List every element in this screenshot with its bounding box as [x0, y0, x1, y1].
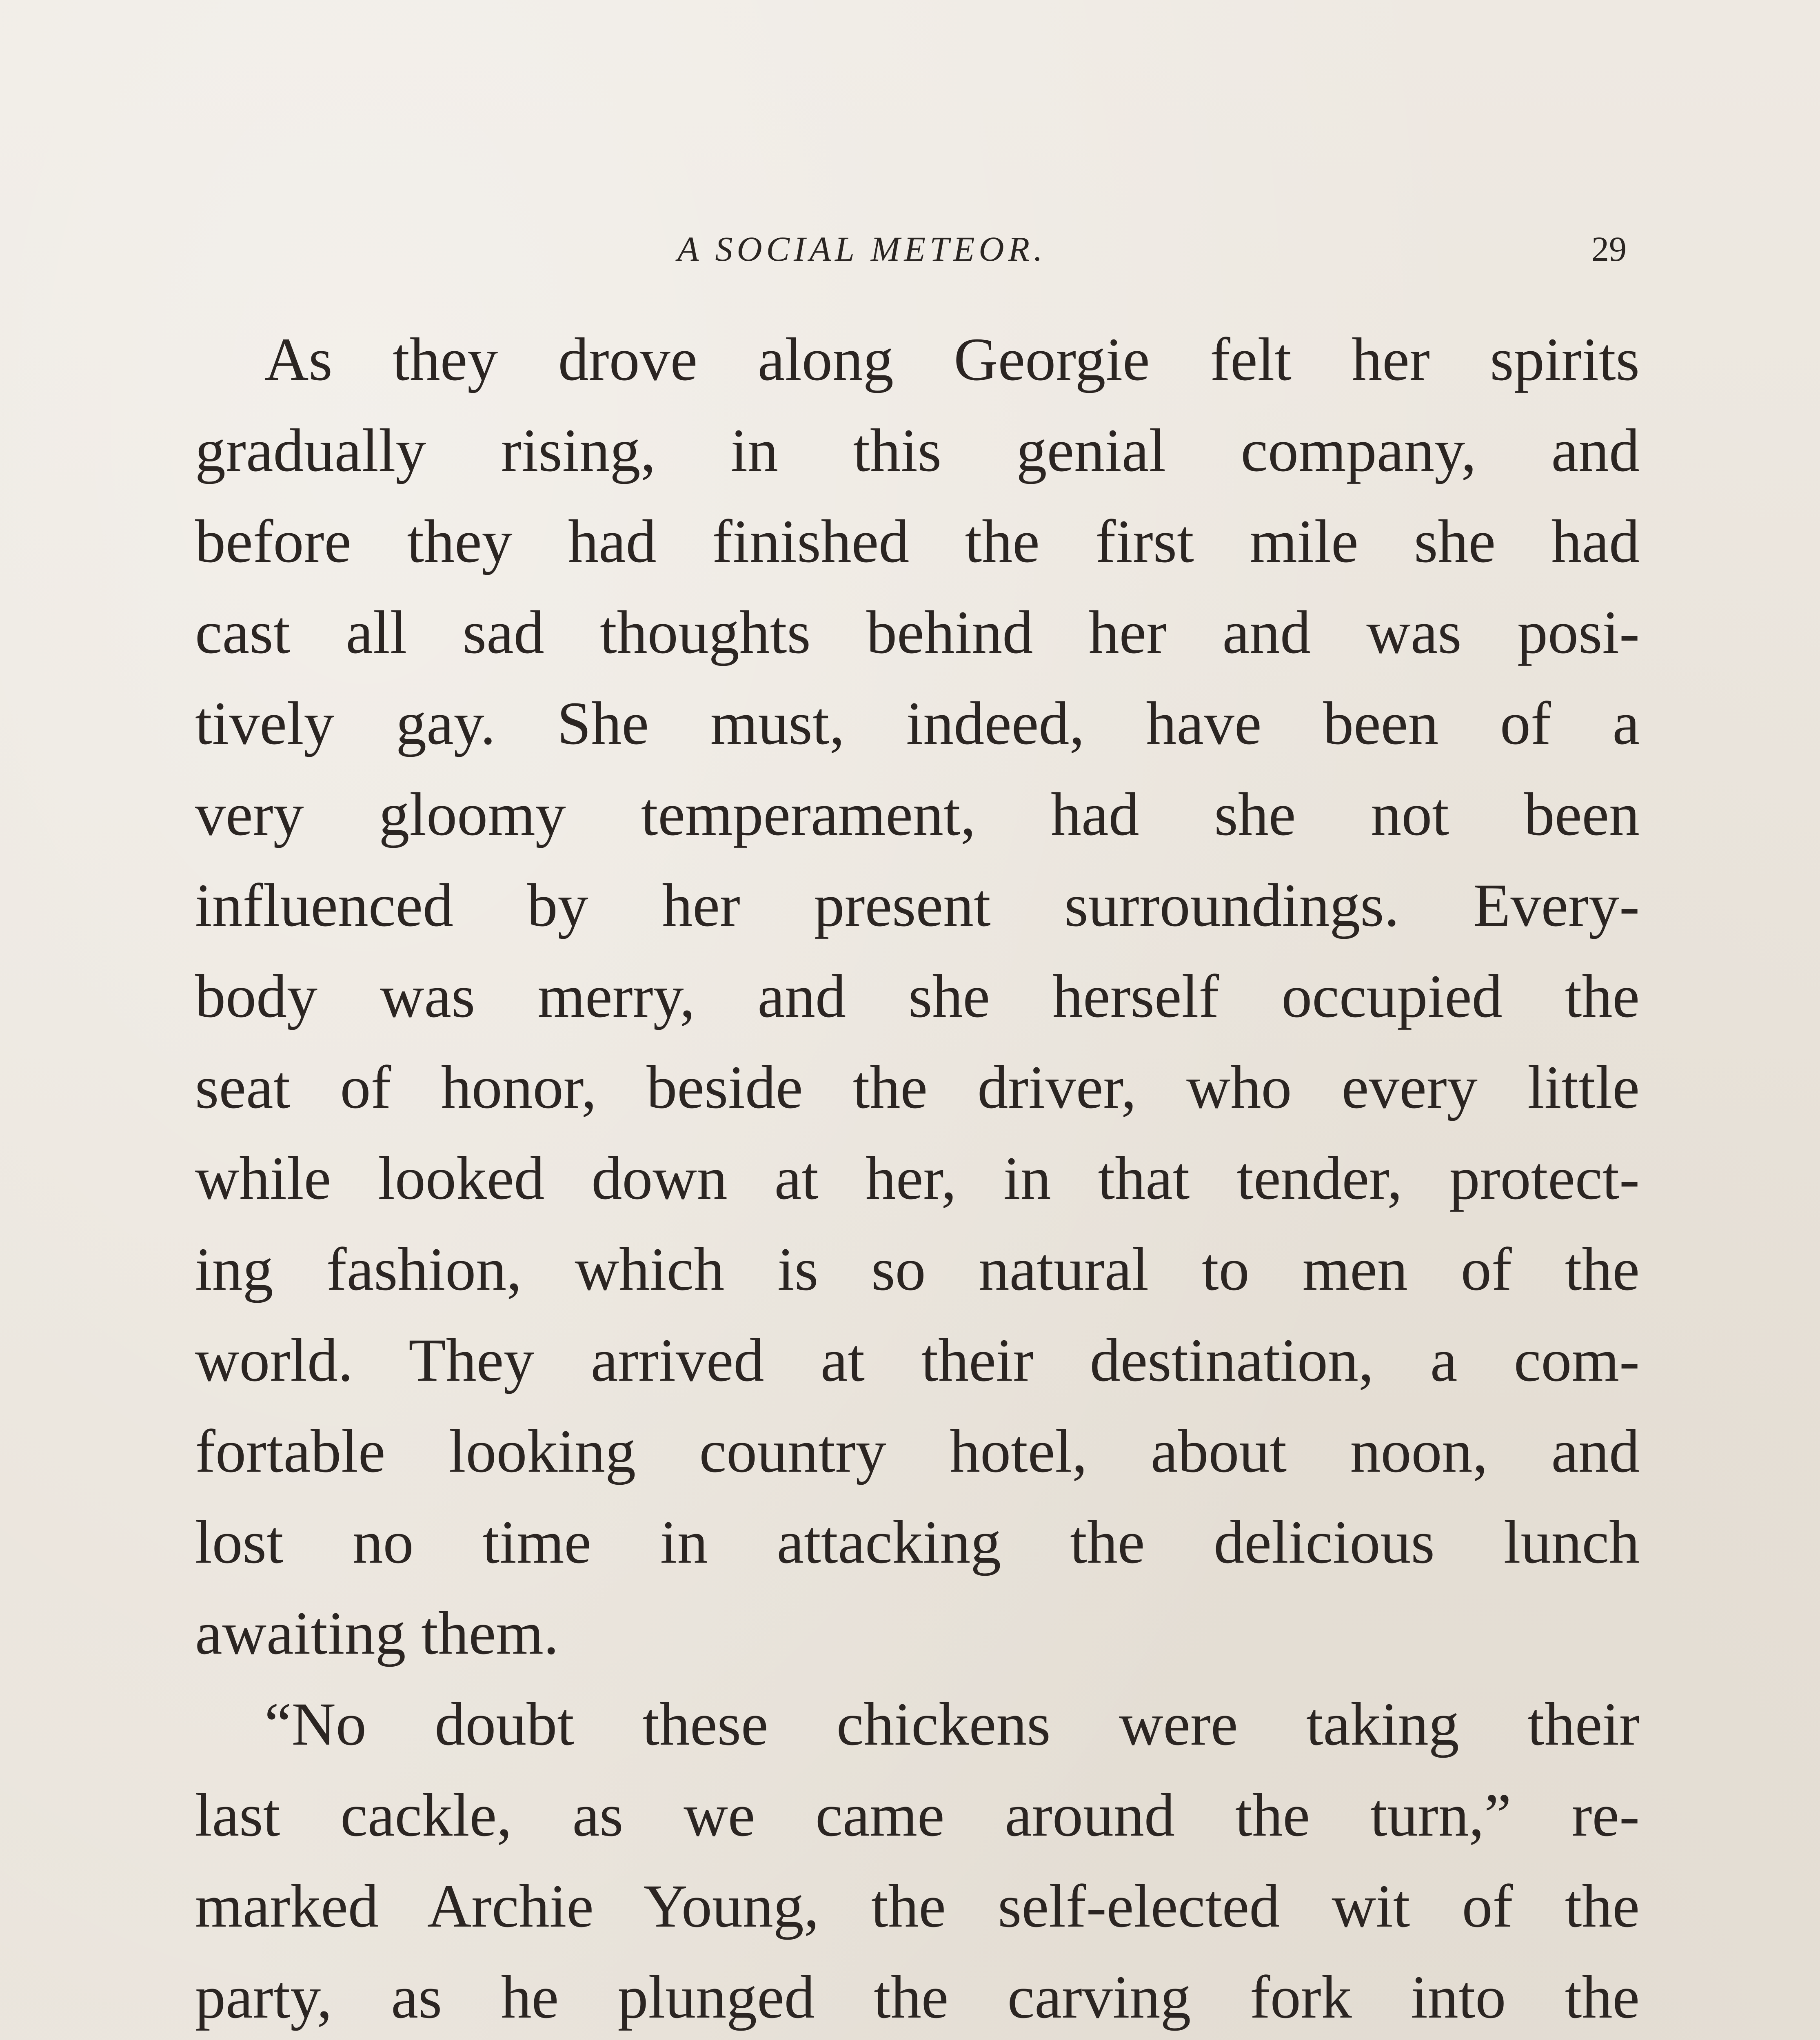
text-line: world. They arrived at their destination, a com- [195, 1326, 1640, 1394]
text-line: seat of honor, beside the driver, who every little [195, 1053, 1640, 1121]
text-line: influenced by her present surroundings. Every- [195, 871, 1640, 939]
text-line: while looked down at her, in that tender, protect- [195, 1144, 1640, 1212]
text-line: before they had finished the first mile she had [195, 508, 1640, 575]
text-line: very gloomy temperament, had she not been [195, 781, 1640, 848]
text-line: body was merry, and she herself occupied the [195, 962, 1640, 1030]
text-line: last cackle, as we came around the turn,” re- [195, 1781, 1640, 1849]
text-line: ing fashion, which is so natural to men of the [195, 1235, 1640, 1303]
text-line: lost no time in attacking the delicious lunch [195, 1508, 1640, 1576]
text-line: gradually rising, in this genial company, and [195, 417, 1640, 484]
text-line: tively gay. She must, indeed, have been of a [195, 690, 1640, 757]
running-title: A SOCIAL METEOR. [677, 229, 1047, 268]
body-text [195, 314, 1640, 2040]
running-head [0, 228, 1820, 277]
text-line: “No doubt these chickens were taking their [264, 1690, 1640, 1758]
text-line: As they drove along Georgie felt her spirits [264, 326, 1640, 393]
text-line: party, as he plunged the carving fork into the [195, 1963, 1640, 2031]
page-number: 29 [1591, 229, 1627, 268]
text-line: awaiting them. [195, 1599, 559, 1667]
text-line: cast all sad thoughts behind her and was posi- [195, 599, 1640, 666]
text-line: marked Archie Young, the self-elected wit of the [195, 1872, 1640, 1940]
text-line: fortable looking country hotel, about noon, and [195, 1417, 1640, 1485]
